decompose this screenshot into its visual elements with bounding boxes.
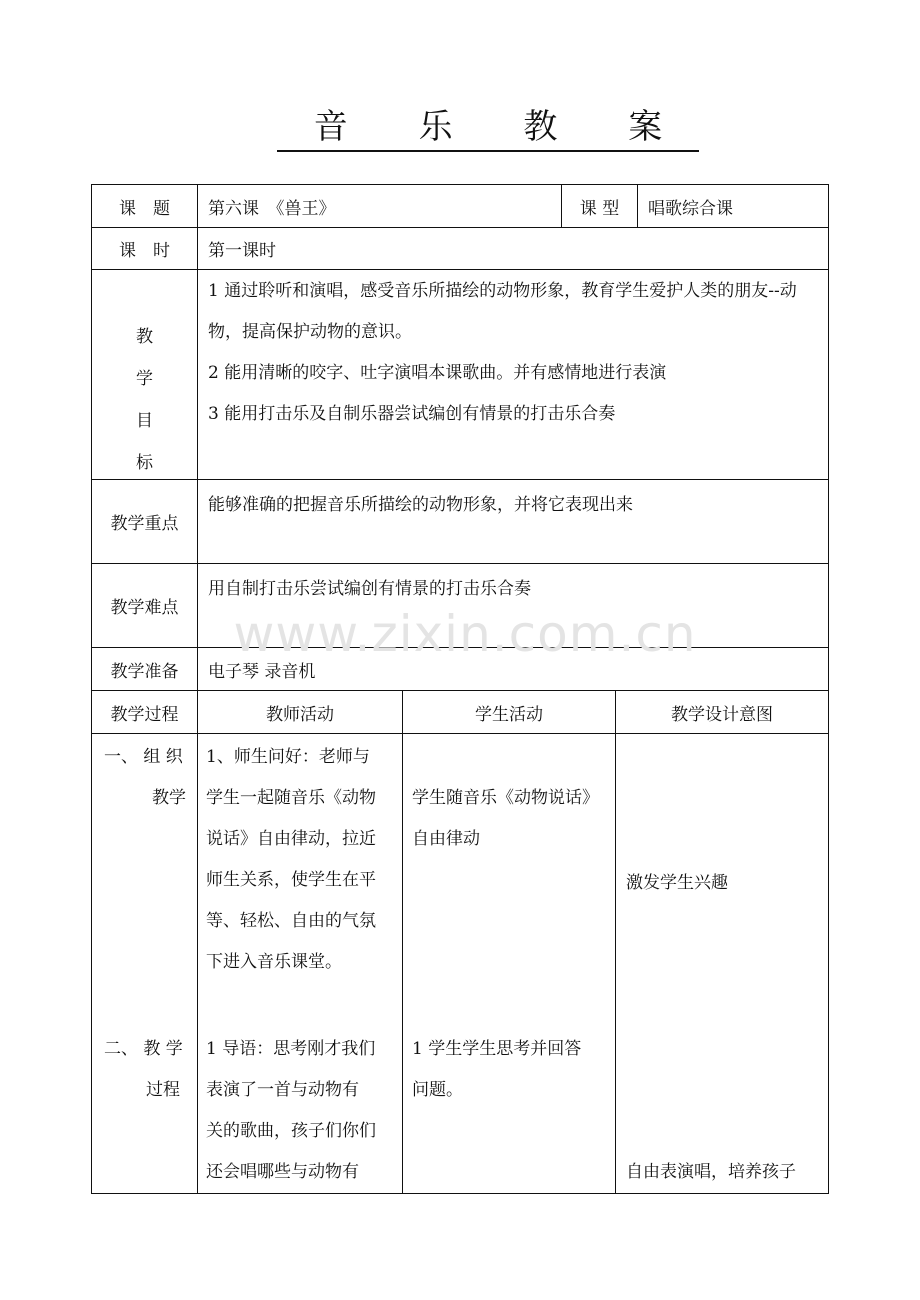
lesson-type: 唱歌综合课 [648, 198, 733, 219]
step-organize: 一、 组 织 教学 [104, 747, 186, 808]
page-title: 音 乐 教 案 [277, 104, 699, 152]
goal-item: 2 能用清晰的咬字、吐字演唱本课歌曲。并有感情地进行表演 [208, 363, 667, 383]
student-activity-2: 1 学生学生思考并回答 问题。 [412, 1039, 582, 1100]
label-preparation: 教学准备 [110, 661, 179, 682]
label-type: 课 型 [579, 198, 620, 219]
header-teacher: 教师活动 [266, 704, 334, 725]
header-intent: 教学设计意图 [671, 704, 773, 725]
header-process: 教学过程 [110, 704, 179, 725]
teacher-activity-1: 1、师生问好：老师与 学生一起随音乐《动物 说话》自由律动，拉近 师生关系，使学生在平 等、轻松、自由的气氛 下进入音乐课堂。 [206, 747, 376, 972]
lesson-topic: 第六课 《兽王》 [208, 198, 336, 219]
goal-item: 1 通过聆听和演唱，感受音乐所描绘的动物形象，教育学生爱护人类的朋友--动物，提高保护动物的意识。 [208, 281, 797, 342]
step-process: 二、 教 学 过程 [104, 1039, 183, 1100]
label-key-point: 教学重点 [110, 514, 179, 534]
student-activity-1: 学生随音乐《动物说话》 自由律动 [412, 788, 599, 849]
label-difficulty: 教学难点 [110, 598, 179, 618]
label-goals: 教 学 目 标 [136, 327, 153, 473]
difficulty-text: 用自制打击乐尝试编创有情景的打击乐合奏 [208, 579, 531, 599]
watermark: www.zixin.com.cn [233, 605, 697, 663]
header-student: 学生活动 [475, 704, 543, 725]
label-period: 课 时 [119, 241, 170, 261]
lesson-period: 第一课时 [208, 241, 276, 261]
label-topic: 课 题 [119, 198, 170, 219]
design-intent-1: 激发学生兴趣 [626, 873, 728, 893]
teacher-activity-2: 1 导语：思考刚才我们 表演了一首与动物有 关的歌曲，孩子们你们 还会唱哪些与动物有 [206, 1039, 376, 1182]
preparation-text: 电子琴 录音机 [208, 661, 316, 682]
design-intent-2: 自由表演唱，培养孩子 [626, 1162, 796, 1182]
teaching-goals [198, 270, 828, 479]
key-point-text: 能够准确的把握音乐所描绘的动物形象，并将它表现出来 [208, 495, 633, 515]
goal-item: 3 能用打击乐及自制乐器尝试编创有情景的打击乐合奏 [208, 404, 616, 424]
